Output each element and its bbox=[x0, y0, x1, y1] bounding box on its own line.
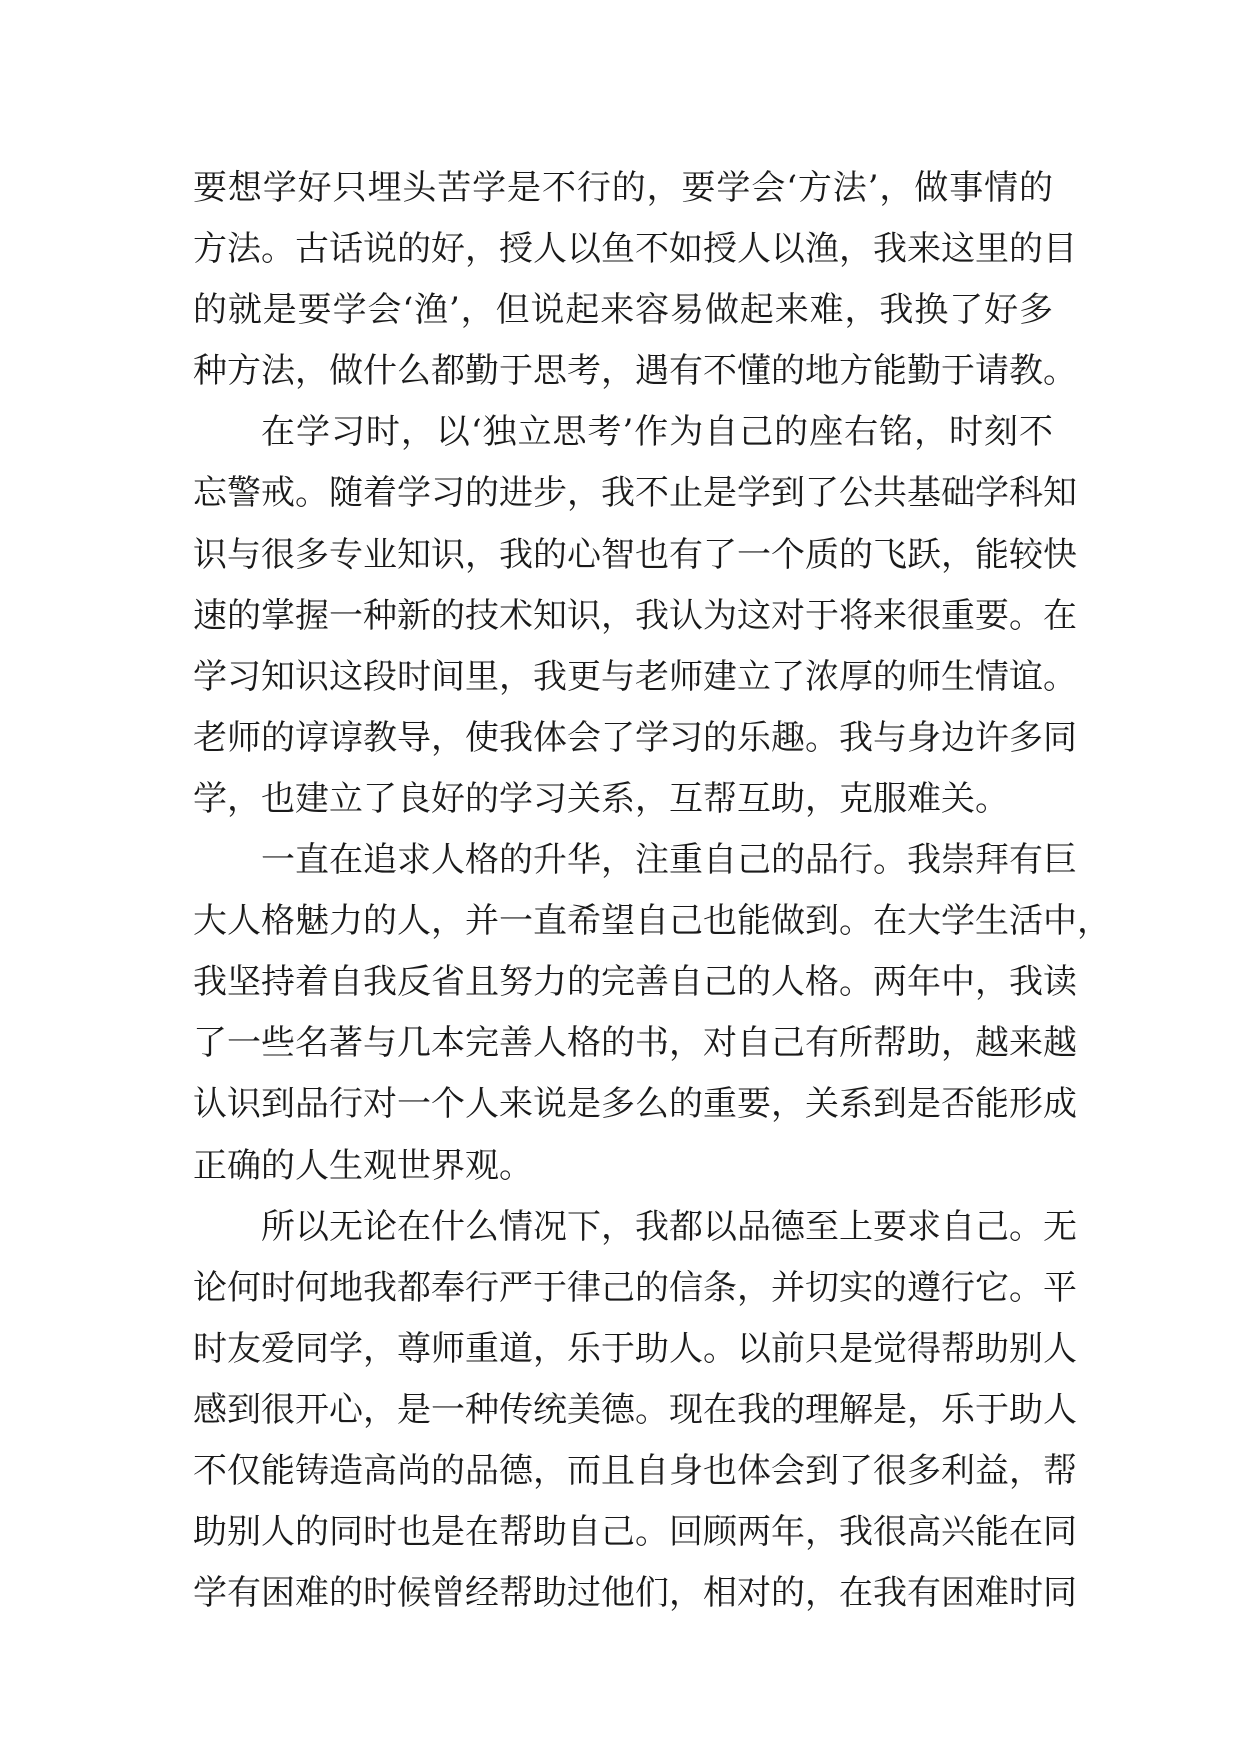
text-line: 时友爱同学，尊师重道，乐于助人。以前只是觉得帮助别人 bbox=[193, 1328, 1077, 1369]
text-line: 认识到品行对一个人来说是多么的重要，关系到是否能形成 bbox=[193, 1084, 1077, 1125]
text-line: 助别人的同时也是在帮助自己。回顾两年，我很高兴能在同 bbox=[193, 1512, 1077, 1553]
text-line: 学，也建立了良好的学习关系，互帮互助，克服难关。 bbox=[193, 778, 1009, 819]
text-line: 不仅能铸造高尚的品德，而且自身也体会到了很多利益，帮 bbox=[193, 1450, 1077, 1491]
text-line: 论何时何地我都奉行严于律己的信条，并切实的遵行它。平 bbox=[193, 1267, 1077, 1308]
text-line: 大人格魅力的人，并一直希望自己也能做到。在大学生活中， bbox=[193, 901, 1111, 942]
text-line: 识与很多专业知识，我的心智也有了一个质的飞跃，能较快 bbox=[193, 534, 1077, 575]
text-line: 学习知识这段时间里，我更与老师建立了浓厚的师生情谊。 bbox=[193, 656, 1077, 697]
text-line: 速的掌握一种新的技术知识，我认为这对于将来很重要。在 bbox=[193, 595, 1077, 636]
paragraph-4 bbox=[193, 1197, 1077, 1625]
text-line: 所以无论在什么情况下，我都以品德至上要求自己。无 bbox=[261, 1206, 1077, 1247]
text-line: 忘警戒。随着学习的进步，我不止是学到了公共基础学科知 bbox=[193, 473, 1077, 514]
text-line: 种方法，做什么都勤于思考，遇有不懂的地方能勤于请教。 bbox=[193, 351, 1077, 392]
text-line: 在学习时，以‘独立思考’作为自己的座右铭，时刻不 bbox=[261, 412, 1053, 453]
text-line: 的就是要学会‘渔’，但说起来容易做起来难，我换了好多 bbox=[193, 290, 1053, 331]
paragraph-3 bbox=[193, 830, 1111, 1197]
text-line: 正确的人生观世界观。 bbox=[193, 1145, 533, 1186]
text-line: 我坚持着自我反省且努力的完善自己的人格。两年中，我读 bbox=[193, 962, 1077, 1003]
text-line: 老师的谆谆教导，使我体会了学习的乐趣。我与身边许多同 bbox=[193, 717, 1077, 758]
text-line: 感到很开心，是一种传统美德。现在我的理解是，乐于助人 bbox=[193, 1389, 1077, 1430]
paragraph-1 bbox=[193, 158, 1077, 402]
text-line: 了一些名著与几本完善人格的书，对自己有所帮助，越来越 bbox=[193, 1023, 1077, 1064]
body-text bbox=[193, 158, 1111, 1624]
text-line: 要想学好只埋头苦学是不行的，要学会‘方法’，做事情的 bbox=[193, 168, 1053, 208]
text-line: 学有困难的时候曾经帮助过他们，相对的，在我有困难时同 bbox=[193, 1573, 1077, 1614]
text-line: 一直在追求人格的升华，注重自己的品行。我崇拜有巨 bbox=[261, 840, 1077, 881]
paragraph-2 bbox=[193, 402, 1077, 830]
text-line: 方法。古话说的好，授人以鱼不如授人以渔，我来这里的目 bbox=[193, 229, 1077, 270]
